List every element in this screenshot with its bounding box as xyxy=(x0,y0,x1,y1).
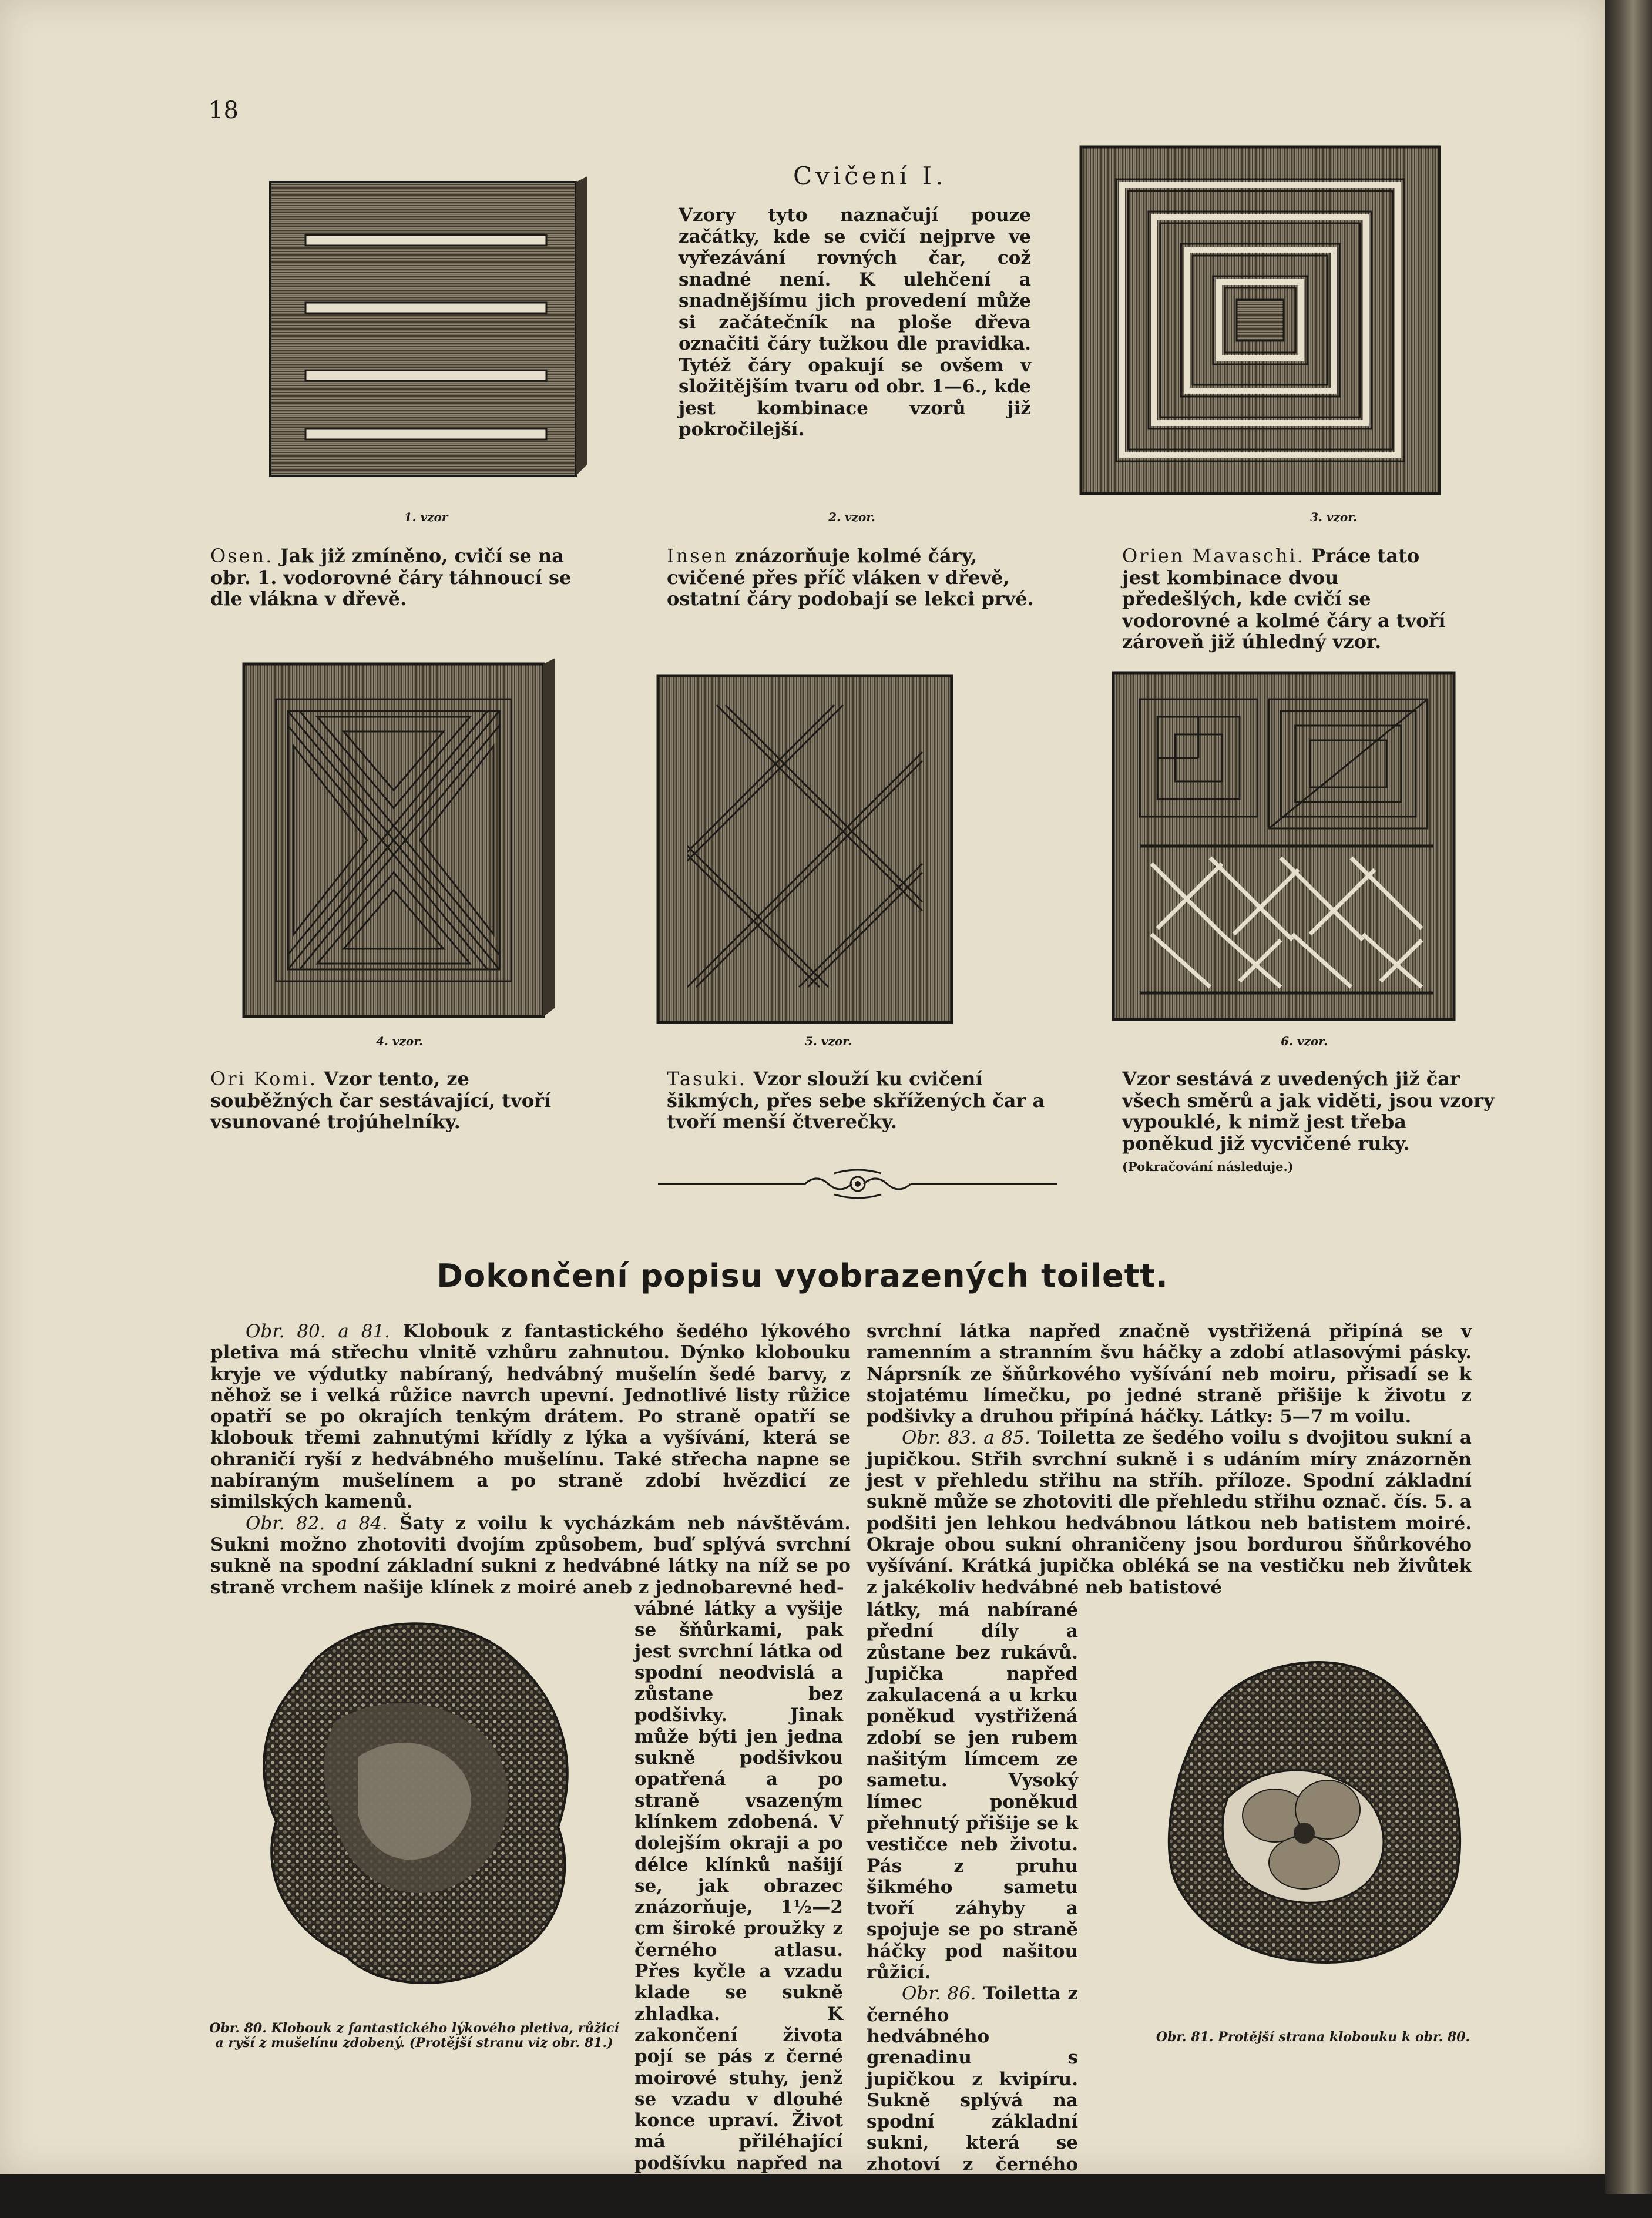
figure-1-image xyxy=(258,176,593,494)
exercise-intro: Vzory tyto naznačují pouze začátky, kde se cvičí nejprve ve vyřezávání rovných čar, což snadné není. K ulehčení a snadnějšímu jich provedení může si začátečník na ploše dřeva označiti čáry tužkou dle pravidka. Tytéž čáry opakují se ovšem v složitějším tvaru od obr. 1—6., kde jest kombinace vzorů již pokročilejší. xyxy=(679,204,1031,440)
figure-4-image xyxy=(235,652,564,1028)
figure-3-caption-text: Práce tato jest kombinace dvou předešlých, kde cvičí se vodorovné a kolmé čáry a tvoří zároveň již úhledný vzor. xyxy=(1122,545,1446,653)
figure-1-caption-lead: Osen. xyxy=(210,545,274,567)
figure-6-label: 6. vzor. xyxy=(1281,1034,1328,1048)
toilette-description: Toiletta ze šedého voilu s dvojitou sukní a jupičkou. Střih svrchní sukně i s udáním míry znázorněn jest v přehledu střihu na stříh. příloze. Spodní základní sukně může se zhotoviti dle přehledu střihu označ. čís. 5. a podšiti jen lehkou hedvábnou látkou neb batistem moiré. Okraje obou sukní ohraničeny jsou bordurou šňůrkového vyšívání. Krátká jupička obléká se na vestičku neb živůtek z jakékoliv hedvábné neb batistové xyxy=(867,1427,1472,1598)
continuation-note: (Pokračování následuje.) xyxy=(1122,1159,1294,1174)
hat-back-image xyxy=(1140,1622,1480,1986)
obr-86-ref: Obr. 86. xyxy=(902,1983,976,2005)
figure-3-caption-lead: Orien Mavaschi. xyxy=(1122,545,1305,567)
figure-2-label: 2. vzor. xyxy=(828,510,875,524)
figure-1-caption-text: Jak již zmíněno, cvičí se na obr. 1. vodorovné čáry táhnoucí se dle vlákna v dřevě. xyxy=(210,545,572,610)
figure-4-caption-lead: Ori Komi. xyxy=(210,1068,317,1090)
figure-2-caption-text: znázorňuje kolmé čáry, cvičené přes příč vláken v dřevě, ostatní čáry podobají se lekci prvé. xyxy=(667,545,1034,610)
article-title: Dokončení popisu vyobrazených toilett. xyxy=(436,1257,1169,1294)
figure-3-caption xyxy=(1122,545,1463,653)
hat-back-caption: Obr. 81. Protější strana klobouku k obr. 80. xyxy=(1156,2029,1470,2045)
page-number: 18 xyxy=(209,97,239,124)
dress-description-start: Šaty z voilu k vycházkám neb návštěvám. Sukni možno zhotoviti dvojím způsobem, buď splývá svrchní sukně na spodní základní sukni z hedvábné látky na níž se po straně vrchem našije klínek z moiré aneb z jednobarevné hed- xyxy=(210,1512,851,1598)
left-column-top xyxy=(210,1321,851,1598)
dress-description-continued: vábné látky a vyšije se šňůrkami, pak jest svrchní látka od spodní neodvislá a zůstane bez podšivky. Jinak může býti jen jedna sukně podšivkou opatřená a po straně vsazeným klínkem zdobená. V dolejším okraji a po délce klínků našijí se, jak obrazec znázorňuje, 1½—2 cm široké proužky z černého atlasu. Přes kyčle a vzadu klade se sukně zhladka. K zakončení života pojí se pás z černé moirové stuhy, jenž se vzadu v dlouhé konce upraví. Život má přiléhající podšívku napřed na háčky k zapínání upravenou, xyxy=(634,1598,843,2217)
dress-description-end: svrchní látka napřed značně vystřižená připíná se v ramenním a stranním švu háčky a zdobí atlasovými pásky. Náprsník ze šňůrkového vyšívání neb moiru, přisadí se k stojatému límečku, po jedné straně přišije k životu z podšivky a druhou připíná háčky. Látky: 5—7 m voilu. xyxy=(867,1321,1472,1428)
figure-6-caption xyxy=(1122,1068,1498,1178)
hat-front-image xyxy=(229,1604,617,2009)
figure-4-caption-text: Vzor tento, ze souběžných čar sestávající, tvoří vsunované trojúhelníky. xyxy=(210,1068,552,1133)
obr-80-81-ref: Obr. 80. a 81. xyxy=(246,1321,391,1342)
figure-5-caption xyxy=(667,1068,1055,1133)
obr-82-84-ref: Obr. 82. a 84. xyxy=(246,1512,388,1534)
ornament-divider xyxy=(658,1166,1057,1202)
figure-6-caption-text: Vzor sestává z uvedených již čar všech směrů a jak viděti, jsou vzory vypouklé, k nimž jest třeba poněkud již vycvičené ruky. xyxy=(1122,1068,1495,1155)
figure-5-image xyxy=(640,670,969,1034)
figure-5-caption-text: Vzor slouží ku cvičení šikmých, přes sebe skřížených čar a tvoří menší čtverečky. xyxy=(667,1068,1045,1133)
grenadin-description: Toiletta z černého hedvábného grenadinu s jupičkou z kvipíru. Sukně splývá na spodní základní sukni, která se zhotoví z černého taffetu a opatří vysokým, do xyxy=(867,1983,1078,2218)
figure-6-image xyxy=(1104,664,1469,1028)
exercise-title: Cvičení I. xyxy=(793,162,947,190)
obr-83-85-ref: Obr. 83. a 85. xyxy=(902,1427,1030,1449)
figure-5-label: 5. vzor. xyxy=(805,1034,852,1048)
figure-1-label: 1. vzor xyxy=(404,510,448,524)
right-column-top xyxy=(867,1321,1472,1598)
figure-1-caption xyxy=(210,545,586,610)
figure-4-caption xyxy=(210,1068,598,1133)
right-column-narrow xyxy=(867,1599,1078,2218)
figure-4-label: 4. vzor. xyxy=(376,1034,423,1048)
hat-description: Klobouk z fantastického šedého lýkového pletiva má střechu vlnitě vzhůru zahnutou. Dýnko klobouku kryje ve výdutky nabíraný, hedvábný mušelín šedé barvy, z něhož se i velká růžice navrch upevní. Jednotlivé listy růžice opatří se po okrajích tenkým drátem. Po straně opatří se klobouk třemi zahnutými křídly z lýka a vyšívání, která se ohraničí ryší z hedvábného mušelínu. Také střecha napne se nabíraným mušelínem a po straně zdobí hvězdicí ze similských kamenů. xyxy=(210,1321,851,1513)
figure-3-label: 3. vzor. xyxy=(1310,510,1357,524)
hat-front-caption: Obr. 80. Klobouk z fantastického lýkového pletiva, růžicí a ryší z mušelínu zdobený. (Protější stranu viz obr. 81.) xyxy=(209,2021,619,2051)
figure-3-image xyxy=(1075,141,1451,499)
book-spine xyxy=(1605,0,1652,2194)
figure-2-caption-lead: Insen xyxy=(667,545,728,567)
jupicka-description: látky, má nabírané přední díly a zůstane bez rukávů. Jupička napřed zakulacená a u krku poněkud vystřižená zdobí se jen rubem našitým límcem ze sametu. Vysoký límec poněkud přehnutý přišije se k vestičce neb životu. Pás z pruhu šikmého sametu tvoří záhyby a spojuje se po straně háčky pod našitou růžicí. xyxy=(867,1599,1078,1984)
figure-2-caption xyxy=(667,545,1049,610)
figure-5-caption-lead: Tasuki. xyxy=(667,1068,747,1090)
left-column-narrow xyxy=(634,1598,843,2217)
